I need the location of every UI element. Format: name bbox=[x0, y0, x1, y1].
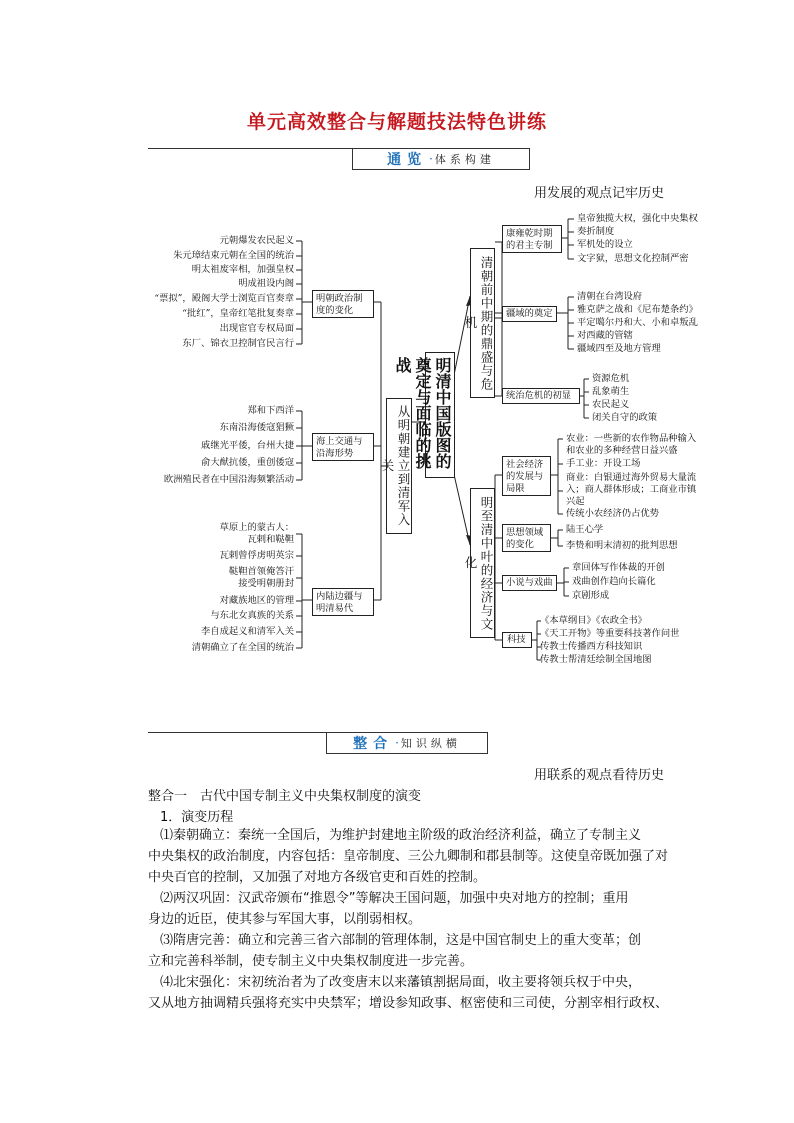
left-group-box-politics: 明朝政治制度的变化 bbox=[312, 290, 374, 318]
right-item: 对西藏的管辖 bbox=[577, 330, 633, 341]
left-item: “批红”，皇帝红笔批复奏章 bbox=[182, 308, 294, 319]
right-top-branch-box: 清朝前中期的鼎盛与危机 bbox=[470, 248, 495, 398]
left-branch-box: 从明朝建立到清军入关 bbox=[386, 398, 412, 534]
left-item: 李自成起义和清军入关 bbox=[201, 626, 294, 637]
right-item: 农民起义 bbox=[592, 399, 630, 410]
right-item: 军机处的设立 bbox=[577, 239, 633, 250]
left-item: 与东北女真族的关系 bbox=[210, 610, 294, 621]
left-item: 朱元璋结束元朝在全国的统治 bbox=[173, 250, 294, 261]
left-item: 东南沿海倭寇猖獗 bbox=[219, 422, 294, 433]
para-line: ⑴秦朝确立：秦统一全国后，为维护封建地主阶级的政治经济利益，确立了专制主义 bbox=[160, 828, 642, 843]
banner-bold-text: 整合 bbox=[353, 736, 394, 752]
left-item: 郑和下西洋 bbox=[247, 405, 294, 416]
right-item: 陆王心学 bbox=[566, 524, 604, 535]
paragraph-han bbox=[148, 888, 688, 930]
right-item: 《天工开物》等重要科技著作问世 bbox=[540, 628, 680, 639]
left-item: 俞大猷抗倭，重创倭寇 bbox=[201, 457, 294, 468]
right-item: 乱象萌生 bbox=[592, 386, 630, 397]
left-group-box-frontier: 内陆边疆与明清易代 bbox=[312, 588, 374, 616]
right-item: 和农业的多种经营日益兴盛 bbox=[566, 445, 678, 456]
center-title-box bbox=[393, 352, 455, 478]
right-item: 戏曲创作趋向长篇化 bbox=[572, 576, 656, 587]
banner-dot: · bbox=[429, 152, 433, 166]
left-item: 清朝确立了在全国的统治 bbox=[191, 642, 294, 653]
right-item: 农业：一些新的农作物品种输入 bbox=[566, 433, 697, 444]
right-item: 《本草纲目》《农政全书》 bbox=[540, 615, 647, 626]
para-line: ⑵两汉巩固：汉武帝颁布“推恩令”等解决王国问题，加强中央对地方的控制；重用 bbox=[160, 891, 629, 906]
banner-bold-text: 通览 bbox=[387, 152, 428, 168]
center-title-text: 明清中国版图的奠定与面临的挑战 bbox=[393, 357, 452, 469]
right-item: 雅克萨之战和《尼布楚条约》 bbox=[577, 304, 698, 315]
paragraph-song bbox=[148, 972, 688, 1014]
right-item: 皇帝独揽大权，强化中央集权 bbox=[577, 213, 698, 224]
right-item: 疆域四至及地方管理 bbox=[577, 343, 661, 354]
para-line: 立和完善科举制，使专制主义中央集权制度进一步完善。 bbox=[148, 954, 474, 969]
page-title: 单元高效整合与解题技法特色讲练 bbox=[246, 111, 547, 133]
left-item: 接受明朝册封 bbox=[238, 578, 294, 589]
right-item: 手工业：开设工场 bbox=[566, 458, 641, 469]
right-item: 章回体写作体裁的开创 bbox=[572, 562, 665, 573]
left-item: 元朝爆发农民起义 bbox=[219, 235, 294, 246]
left-item: 出现宦官专权局面 bbox=[219, 323, 294, 334]
para-line: 又从地方抽调精兵强将充实中央禁军；增设参知政事、枢密使和三司使，分割宰相行政权、 bbox=[148, 996, 669, 1011]
right-group-box-economy: 社会经济的发展与局限 bbox=[502, 456, 551, 496]
left-item: 戚继光平倭，台州大捷 bbox=[201, 440, 294, 451]
integration-subheading: 1．演变历程 bbox=[160, 810, 234, 825]
para-line: ⑷北宋强化：宋初统治者为了改变唐末以来藩镇割据局面，收主要将领兵权于中央， bbox=[160, 975, 642, 990]
right-item: 奏折制度 bbox=[577, 226, 615, 237]
right-group-box-territory: 疆域的奠定 bbox=[502, 306, 557, 322]
right-item: 传教士传播西方科技知识 bbox=[540, 641, 643, 652]
paragraph-qin bbox=[148, 825, 688, 888]
right-bottom-branch-box: 明至清中叶的经济与文化 bbox=[470, 488, 495, 638]
right-item: 商业：白银通过海外贸易大量流 bbox=[566, 472, 697, 483]
paragraph-suitang bbox=[148, 930, 688, 972]
left-item: 欧洲殖民者在中国沿海频繁活动 bbox=[163, 474, 294, 485]
right-item: 传统小农经济仍占优势 bbox=[566, 508, 659, 519]
left-item: 鞑靼首领俺答汗 bbox=[228, 566, 294, 577]
section2-right-heading: 用联系的观点看待历史 bbox=[534, 768, 665, 783]
right-item: 资源危机 bbox=[592, 373, 630, 384]
section-banner-integration bbox=[326, 732, 488, 754]
right-item: 清朝在台湾设府 bbox=[577, 291, 643, 302]
right-item: 文字狱，思想文化控制严密 bbox=[577, 253, 689, 264]
right-group-box-crisis: 统治危机的初显 bbox=[502, 388, 580, 404]
right-group-box-autocracy: 康雍乾时期的君主专制 bbox=[502, 225, 562, 253]
left-item: 草原上的蒙古人： bbox=[219, 522, 294, 533]
right-item: 平定噶尔丹和大、小和卓叛乱 bbox=[577, 317, 698, 328]
right-item: 入；商人群体形成；工商业市镇 bbox=[566, 484, 697, 495]
para-line: 身边的近臣，使其参与军国大事，以削弱相权。 bbox=[148, 912, 422, 927]
banner-light-text: 体系构建 bbox=[434, 153, 495, 166]
right-item: 闭关自守的政策 bbox=[592, 412, 658, 423]
right-item: 李贽和明末清初的批判思想 bbox=[566, 540, 678, 551]
left-item: 明太祖废宰相，加强皇权 bbox=[191, 264, 294, 275]
banner-dot: · bbox=[395, 736, 399, 750]
left-item: 瓦剌和鞑靼 bbox=[247, 534, 294, 545]
right-group-box-thought: 思想领域的变化 bbox=[502, 524, 551, 552]
banner-light-text: 知识纵横 bbox=[400, 737, 461, 750]
right-item: 传教士帮清廷绘制全国地图 bbox=[540, 654, 652, 665]
para-line: 中央集权的政治制度，内容包括：皇帝制度、三公九卿制和郡县制等。这使皇帝既加强了对 bbox=[148, 849, 669, 864]
integration-heading: 整合一 古代中国专制主义中央集权制度的演变 bbox=[148, 789, 422, 804]
para-line: ⑶隋唐完善：确立和完善三省六部制的管理体制，这是中国官制史上的重大变革；创 bbox=[160, 933, 642, 948]
left-item: 对藏族地区的管理 bbox=[219, 595, 294, 606]
right-item: 兴起 bbox=[566, 496, 585, 507]
right-group-box-fiction: 小说与戏曲 bbox=[502, 575, 557, 591]
left-item: 瓦剌曾俘虏明英宗 bbox=[219, 550, 294, 561]
right-item: 京剧形成 bbox=[572, 590, 610, 601]
para-line: 中央百官的控制，又加强了对地方各级官吏和百姓的控制。 bbox=[148, 870, 487, 885]
section1-right-heading: 用发展的观点记牢历史 bbox=[534, 186, 665, 201]
left-item: 东厂、锦衣卫控制官民言行 bbox=[182, 338, 294, 349]
left-item: “票拟”，殿阁大学士浏览百官奏章 bbox=[154, 293, 294, 304]
left-item: 明成祖设内阁 bbox=[238, 278, 294, 289]
left-group-box-maritime: 海上交通与沿海形势 bbox=[312, 433, 374, 461]
right-group-box-science: 科技 bbox=[502, 632, 532, 648]
